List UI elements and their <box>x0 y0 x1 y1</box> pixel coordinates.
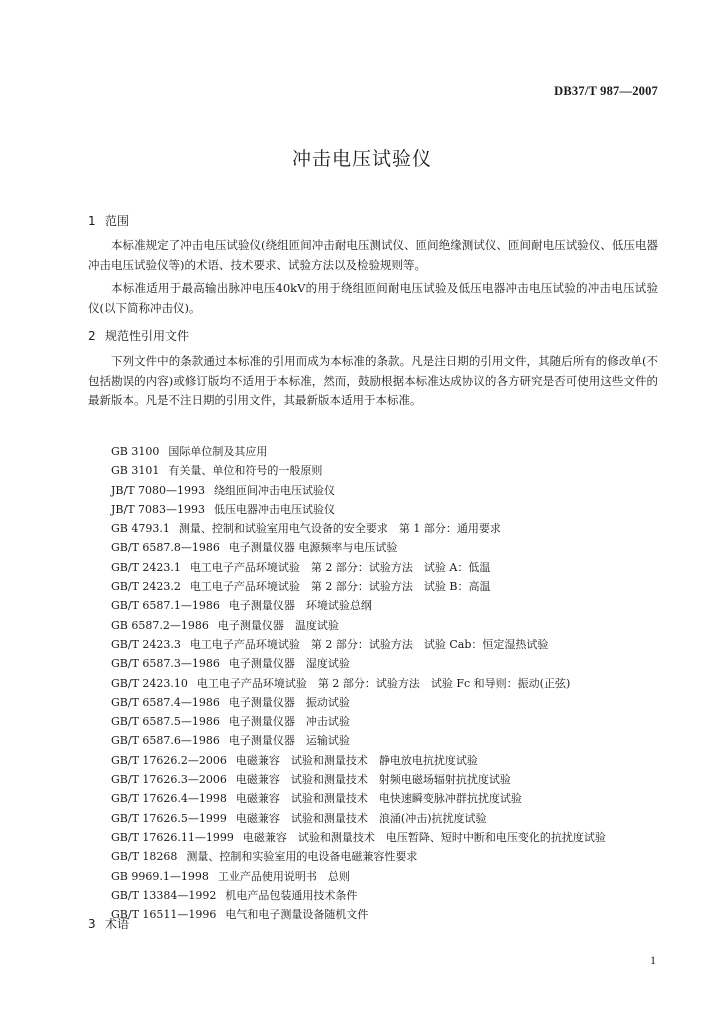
reference-code: GB/T 2423.10 <box>111 676 188 690</box>
reference-title: 电磁兼容 试验和测量技术 静电放电抗扰度试验 <box>235 753 478 767</box>
reference-title: 国际单位制及其应用 <box>168 445 268 458</box>
reference-item <box>88 770 688 789</box>
reference-code: JB/T 7080—1993 <box>111 483 206 497</box>
reference-item <box>88 538 688 557</box>
reference-item <box>88 674 688 693</box>
reference-code: GB/T 16511—1996 <box>111 908 217 922</box>
reference-item <box>88 789 688 808</box>
reference-item <box>88 500 688 519</box>
reference-code: GB/T 6587.5—1986 <box>111 715 220 729</box>
reference-title: 电气和电子测量设备随机文件 <box>225 908 369 922</box>
section-number: 3 <box>88 917 96 931</box>
scope-paragraph-1: 本标准规定了冲击电压试验仪(绕组匝间冲击耐电压测试仪、匝间绝缘测试仪、匝间耐电压试验仪、低压电器冲击电压试验仪等)的术语、技术要求、试验方法以及检验规则等。 <box>88 238 658 272</box>
reference-item <box>88 461 688 480</box>
reference-item <box>88 847 688 866</box>
reference-code: GB/T 13384—1992 <box>111 888 217 902</box>
reference-title: 电子测量仪器 振动试验 <box>228 695 350 709</box>
reference-item <box>88 519 688 538</box>
reference-item <box>88 886 688 905</box>
reference-item <box>88 596 688 615</box>
reference-code: GB/T 17626.5—1999 <box>111 811 227 825</box>
reference-title: 电磁兼容 试验和测量技术 射频电磁场辐射抗扰度试验 <box>235 773 511 787</box>
section-title: 术语 <box>105 917 130 931</box>
section-title: 规范性引用文件 <box>105 329 190 343</box>
reference-item <box>88 635 688 654</box>
reference-item <box>88 905 688 924</box>
reference-title: 电子测量仪器 温度试验 <box>217 618 339 632</box>
reference-code: GB/T 2423.3 <box>111 637 181 651</box>
reference-title: 电工电子产品环境试验 第 2 部分：试验方法 试验 Fc 和导则：振动(正弦) <box>196 676 571 690</box>
reference-code: GB/T 6587.8—1986 <box>111 541 220 555</box>
page-title: 冲击电压试验仪 <box>291 148 432 170</box>
page-number: 1 <box>650 953 656 967</box>
reference-title: 电工电子产品环境试验 第 2 部分：试验方法 试验 Cab：恒定湿热试验 <box>189 637 549 651</box>
reference-code: GB/T 6587.1—1986 <box>111 599 220 613</box>
reference-item <box>88 731 688 750</box>
reference-item <box>88 712 688 731</box>
reference-code: GB/T 17626.2—2006 <box>111 753 227 767</box>
reference-title: 电磁兼容 试验和测量技术 电快速瞬变脉冲群抗扰度试验 <box>235 792 522 806</box>
reference-code: GB 3101 <box>111 464 160 478</box>
scope-paragraph-2: 本标准适用于最高输出脉冲电压40kV的用于绕组匝间耐电压试验及低压电器冲击电压试验的冲击电压试验仪(以下简称冲击仪)。 <box>88 281 658 315</box>
reference-title: 测量、控制和试验室用电气设备的安全要求 第 1 部分：通用要求 <box>178 522 501 536</box>
reference-item <box>88 693 688 712</box>
reference-code: GB 3100 <box>111 445 160 458</box>
reference-title: 电子测量仪器 冲击试验 <box>228 715 350 729</box>
section-title: 范围 <box>105 214 130 228</box>
reference-code: GB/T 17626.4—1998 <box>111 792 227 806</box>
reference-item <box>88 442 688 461</box>
reference-item <box>88 828 686 847</box>
reference-code: JB/T 7083—1993 <box>111 502 206 516</box>
reference-code: GB/T 18268 <box>111 850 178 864</box>
reference-code: GB/T 17626.3—2006 <box>111 773 227 787</box>
reference-title: 电子测量仪器 运输试验 <box>228 734 350 748</box>
reference-item <box>88 558 688 577</box>
reference-list <box>88 442 688 924</box>
reference-item <box>88 481 688 500</box>
document-code: DB37/T 987—2007 <box>554 84 658 98</box>
reference-title: 测量、控制和实验室用的电设备电磁兼容性要求 <box>186 850 418 864</box>
reference-code: GB/T 2423.2 <box>111 580 181 594</box>
reference-code: GB/T 6587.3—1986 <box>111 657 220 671</box>
reference-title: 电磁兼容 试验和测量技术 浪涌(冲击)抗扰度试验 <box>235 811 487 825</box>
reference-title: 机电产品包装通用技术条件 <box>225 888 358 902</box>
reference-title: 电工电子产品环境试验 第 2 部分：试验方法 试验 A：低温 <box>189 560 491 574</box>
normative-intro-paragraph: 下列文件中的条款通过本标准的引用而成为本标准的条款。凡是注日期的引用文件，其随后所有的修改单(不包括勘误的内容)或修订版均不适用于本标准，然而，鼓励根据本标准达成协议的各方研究是否可使用这些文件的最新版本。凡是不注日期的引用文件，其最新版本适用于本标准。 <box>88 354 658 407</box>
reference-title: 电磁兼容 试验和测量技术 电压暂降、短时中断和电压变化的抗扰度试验 <box>242 830 606 844</box>
reference-title: 绕组匝间冲击电压试验仪 <box>214 483 336 497</box>
reference-item <box>88 654 688 673</box>
section-heading-normative-references <box>88 327 189 344</box>
reference-title: 工业产品使用说明书 总则 <box>217 869 350 883</box>
section-number: 1 <box>88 214 96 228</box>
section-number: 2 <box>88 329 96 343</box>
section-heading-scope <box>88 212 129 229</box>
reference-title: 电子测量仪器 湿度试验 <box>228 657 350 671</box>
reference-code: GB 6587.2—1986 <box>111 618 209 632</box>
reference-code: GB/T 17626.11—1999 <box>111 830 234 844</box>
reference-code: GB 9969.1—1998 <box>111 869 209 883</box>
reference-code: GB/T 6587.6—1986 <box>111 734 220 748</box>
reference-title: 有关量、单位和符号的一般原则 <box>168 464 323 478</box>
reference-title: 电子测量仪器 环境试验总纲 <box>228 599 372 613</box>
reference-code: GB/T 2423.1 <box>111 560 181 574</box>
reference-item <box>88 577 688 596</box>
reference-item <box>88 616 688 635</box>
section-heading-terms <box>88 915 129 932</box>
reference-title: 电子测量仪器 电源频率与电压试验 <box>228 541 398 555</box>
reference-code: GB 4793.1 <box>111 522 170 536</box>
reference-item <box>88 809 688 828</box>
reference-code: GB/T 6587.4—1986 <box>111 695 220 709</box>
reference-item <box>88 867 688 886</box>
reference-item <box>88 751 688 770</box>
reference-title: 电工电子产品环境试验 第 2 部分：试验方法 试验 B：高温 <box>189 580 491 594</box>
reference-title: 低压电器冲击电压试验仪 <box>214 502 336 516</box>
